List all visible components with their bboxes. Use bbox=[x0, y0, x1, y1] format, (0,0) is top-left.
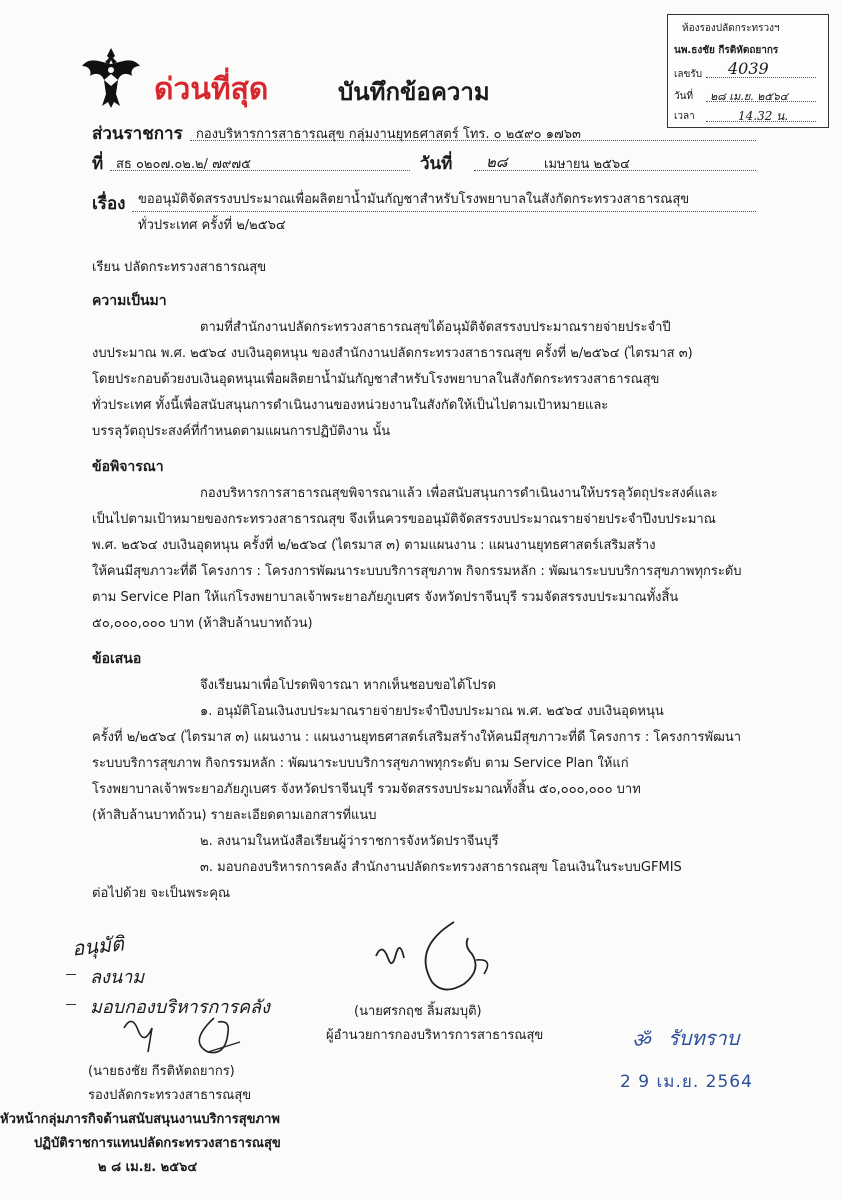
consideration-line: ตาม Service Plan ให้แก่โรงพยาบาลเจ้าพระยาอภัยภูเบศร จังหวัดปราจีนบุรี รวมจัดสรรงบประมาณทั้งสิ้น bbox=[92, 590, 679, 605]
proposal-line: ระบบบริการสุขภาพ กิจกรรมหลัก : พัฒนาระบบบริการสุขภาพทุกระดับ ตาม Service Plan ให้แก่ bbox=[92, 756, 629, 771]
right-note-date: 2 9 เม.ย. 2564 bbox=[620, 1072, 753, 1092]
subject-line-1: ขออนุมัติจัดสรรงบประมาณเพื่อผลิตยาน้ำมันกัญชาสำหรับโรงพยาบาลในสังกัดกระทรวงสาธารณสุข bbox=[138, 192, 690, 207]
subject-label: เรื่อง bbox=[92, 194, 126, 214]
left-signer-title-3: ปฏิบัติราชการแทนปลัดกระทรวงสาธารณสุข bbox=[34, 1136, 281, 1151]
proposal-line: ต่อไปด้วย จะเป็นพระคุณ bbox=[92, 886, 231, 901]
background-line: บรรลุวัตถุประสงค์ที่กำหนดตามแผนการปฏิบัติงาน นั้น bbox=[92, 424, 391, 439]
proposal-line: (ห้าสิบล้านบาทถ้วน) รายละเอียดตามเอกสารที่แนบ bbox=[92, 808, 377, 823]
center-signer-title: ผู้อำนวยการกองบริหารการสาธารณสุข bbox=[326, 1028, 544, 1043]
document-date-month-year: เมษายน ๒๕๖๔ bbox=[544, 157, 631, 172]
subject-line-2: ทั่วประเทศ ครั้งที่ ๒/๒๕๖๔ bbox=[138, 218, 286, 233]
consideration-line: ๕๐,๐๐๐,๐๐๐ บาท (ห้าสิบล้านบาทถ้วน) bbox=[92, 616, 313, 631]
stamp-org: ห้องรองปลัดกระทรวงฯ bbox=[682, 23, 780, 34]
background-line: โดยประกอบด้วยงบเงินอุดหนุนเพื่อผลิตยาน้ำมันกัญชาสำหรับโรงพยาบาลในสังกัดกระทรวงสาธารณสุข bbox=[92, 372, 660, 387]
center-signature bbox=[372, 918, 502, 1002]
salutation: เรียน ปลัดกระทรวงสาธารณสุข bbox=[92, 260, 267, 275]
department-value: กองบริหารการสาธารณสุข กลุ่มงานยุทธศาสตร์ โทร. ๐ ๒๕๙๐ ๑๗๖๓ bbox=[196, 127, 581, 142]
right-note-text: รับทราบ bbox=[668, 1026, 740, 1050]
consideration-line: ให้คนมีสุขภาวะที่ดี โครงการ : โครงการพัฒนาระบบบริการสุขภาพ กิจกรรมหลัก : พัฒนาระบบบริการสุขภาพทุกระดับ bbox=[92, 564, 742, 579]
proposal-line: โรงพยาบาลเจ้าพระยาอภัยภูเบศร จังหวัดปราจีนบุรี รวมจัดสรรงบประมาณทั้งสิ้น ๕๐,๐๐๐,๐๐๐ บาท bbox=[92, 782, 641, 797]
consideration-heading: ข้อพิจารณา bbox=[92, 459, 164, 475]
proposal-heading: ข้อเสนอ bbox=[92, 651, 142, 667]
document-no-label: ที่ bbox=[92, 154, 104, 174]
left-signer-title-2: หัวหน้ากลุ่มภารกิจด้านสนับสนุนงานบริการสุขภาพ bbox=[0, 1112, 280, 1127]
background-line: ตามที่สำนักงานปลัดกระทรวงสาธารณสุขได้อนุมัติจัดสรรงบประมาณรายจ่ายประจำปี bbox=[200, 320, 671, 335]
stamp-receive-no: 4039 bbox=[728, 59, 769, 78]
handwritten-note-assign: มอบกองบริหารการคลัง bbox=[90, 997, 270, 1018]
stamp-date-value: ๒๘ เม.ย. ๒๕๖๔ bbox=[710, 90, 789, 103]
background-line: งบประมาณ พ.ศ. ๒๕๖๔ งบเงินอุดหนุน ของสำนักงานปลัดกระทรวงสาธารณสุข ครั้งที่ ๒/๒๕๖๔ (ไตรมาส ๓) bbox=[92, 346, 693, 361]
department-label: ส่วนราชการ bbox=[92, 124, 183, 144]
stamp-time-value: 14.32 น. bbox=[738, 109, 789, 123]
proposal-line: จึงเรียนมาเพื่อโปรดพิจารณา หากเห็นชอบขอได้โปรด bbox=[200, 678, 497, 693]
stamp-name: นพ.ธงชัย กีรติหัตถยากร bbox=[674, 45, 779, 56]
stamp-time-label: เวลา bbox=[674, 111, 695, 122]
document-title: บันทึกข้อความ bbox=[338, 78, 490, 106]
background-heading: ความเป็นมา bbox=[92, 293, 167, 309]
garuda-emblem bbox=[80, 44, 142, 110]
proposal-line: ๓. มอบกองบริหารการคลัง สำนักงานปลัดกระทรวงสาธารณสุข โอนเงินในระบบGFMIS bbox=[200, 860, 682, 875]
left-signature bbox=[118, 1012, 248, 1064]
proposal-line: ๒. ลงนามในหนังสือเรียนผู้ว่าราชการจังหวัดปราจีนบุรี bbox=[200, 834, 499, 849]
left-signer-date: ๒ ๘ เม.ย. ๒๕๖๔ bbox=[98, 1160, 198, 1175]
document-date-day: ๒๘ bbox=[486, 153, 508, 171]
document-date-label: วันที่ bbox=[420, 154, 453, 174]
right-note-initial: ॐ bbox=[632, 1028, 651, 1052]
center-signer-name: (นายศรกฤช ลิ้มสมบุติ) bbox=[354, 1004, 482, 1019]
consideration-line: เป็นไปตามเป้าหมายของกระทรวงสาธารณสุข จึงเห็นควรขออนุมัติจัดสรรงบประมาณรายจ่ายประจำปีงบประมาณ bbox=[92, 512, 716, 527]
handwritten-note-sign: ลงนาม bbox=[90, 967, 145, 988]
left-signer-name: (นายธงชัย กีรติหัตถยากร) bbox=[88, 1064, 235, 1079]
left-signer-title-1: รองปลัดกระทรวงสาธารณสุข bbox=[88, 1088, 252, 1103]
document-no-value: สธ ๐๒๐๗.๐๒.๒/ ๗๙๗๕ bbox=[116, 157, 251, 172]
proposal-line: ครั้งที่ ๒/๒๕๖๔ (ไตรมาส ๓) แผนงาน : แผนงานยุทธศาสตร์เสริมสร้างให้คนมีสุขภาวะที่ดี โครงการ : โครงการพัฒนา bbox=[92, 730, 742, 745]
stamp-date-label: วันที่ bbox=[674, 91, 694, 102]
background-line: ทั่วประเทศ ทั้งนี้เพื่อสนับสนุนการดำเนินงานของหน่วยงานในสังกัดให้เป็นไปตามเป้าหมายและ bbox=[92, 398, 609, 413]
handwritten-note-approve: อนุมัติ bbox=[70, 931, 125, 961]
proposal-line: ๑. อนุมัติโอนเงินงบประมาณรายจ่ายประจำปีงบประมาณ พ.ศ. ๒๕๖๔ งบเงินอุดหนุน bbox=[200, 704, 664, 719]
urgency-label: ด่วนที่สุด bbox=[154, 72, 269, 107]
consideration-line: พ.ศ. ๒๕๖๔ งบเงินอุดหนุน ครั้งที่ ๒/๒๕๖๔ (ไตรมาส ๓) ตามแผนงาน : แผนงานยุทธศาสตร์เสริมสร้าง bbox=[92, 538, 656, 553]
consideration-line: กองบริหารการสาธารณสุขพิจารณาแล้ว เพื่อสนับสนุนการดำเนินงานให้บรรลุวัตถุประสงค์และ bbox=[200, 486, 718, 501]
receiving-stamp bbox=[667, 14, 829, 128]
stamp-receive-label: เลขรับ bbox=[674, 69, 703, 80]
